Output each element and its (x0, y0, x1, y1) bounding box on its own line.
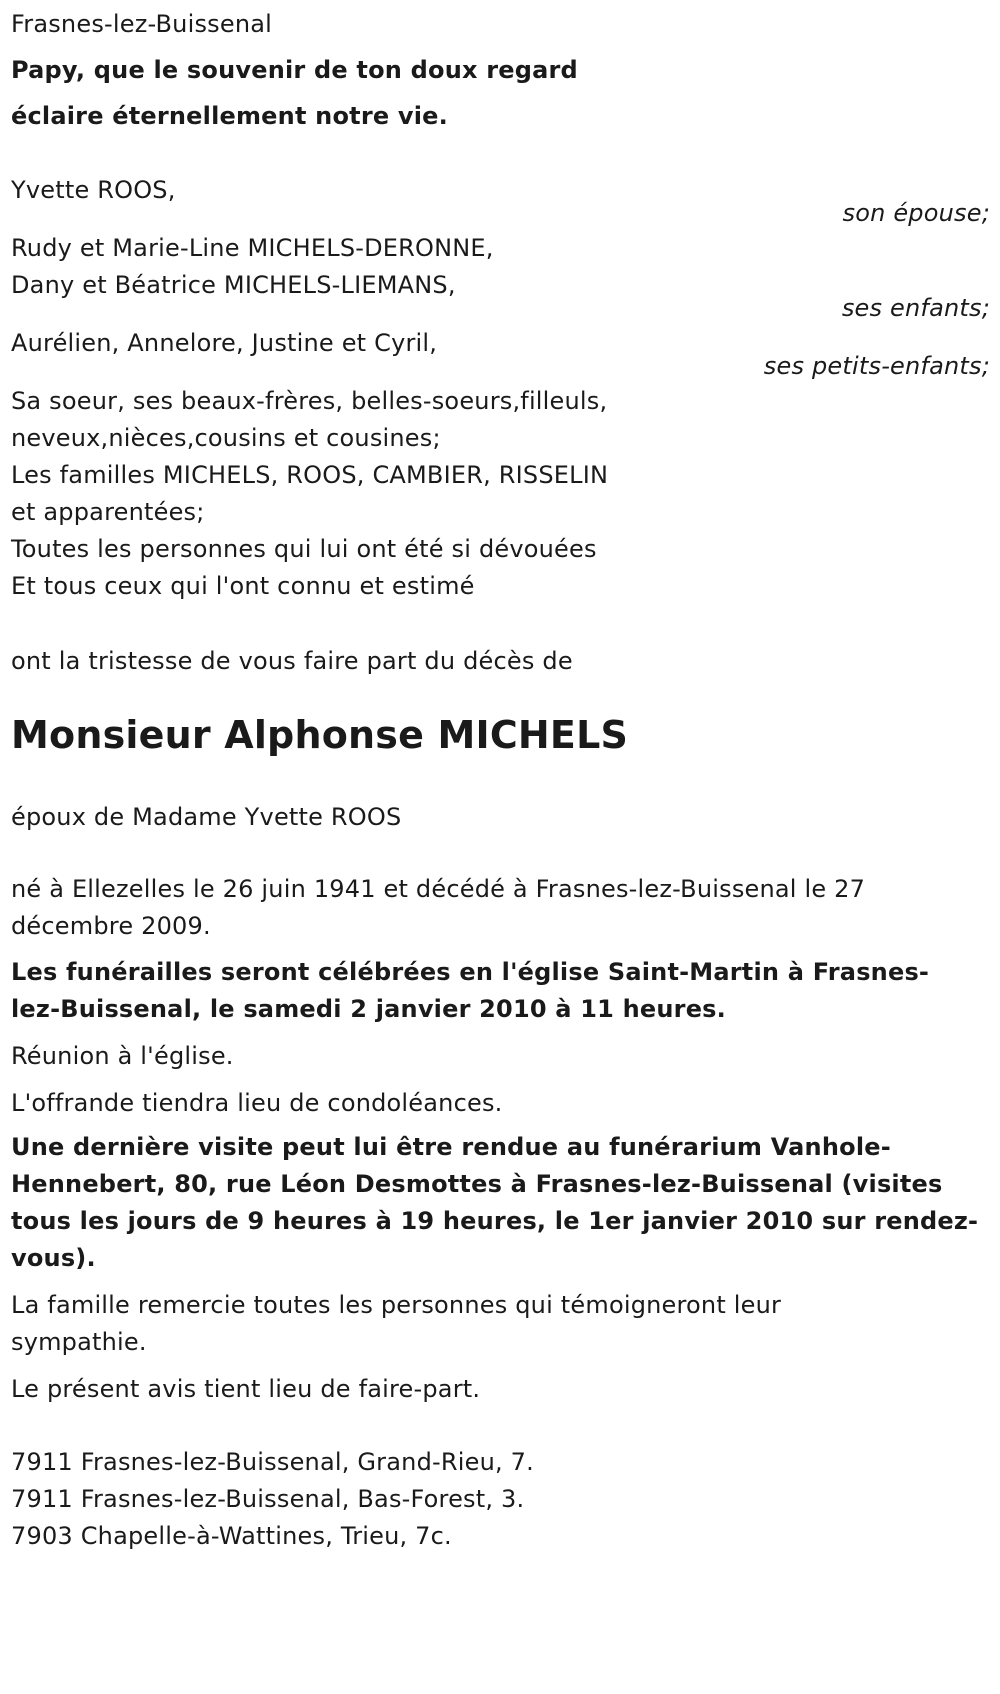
deceased-spouse-line: époux de Madame Yvette ROOS (11, 803, 402, 831)
address-line-1: 7911 Frasnes-lez-Buissenal, Grand-Rieu, 7. (11, 1448, 534, 1476)
visit-line-4: vous). (11, 1244, 96, 1272)
family-line-3: Les familles MICHELS, ROOS, CAMBIER, RISSELIN (11, 461, 609, 489)
visit-line-3: tous les jours de 9 heures à 19 heures, le 1er janvier 2010 sur rendez- (11, 1207, 979, 1235)
family-line-2: neveux,nièces,cousins et cousines; (11, 424, 441, 452)
family-line-5: Toutes les personnes qui lui ont été si dévouées (11, 535, 597, 563)
child-line-1: Rudy et Marie-Line MICHELS-DERONNE, (11, 234, 494, 262)
grandchildren-role: ses petits-enfants; (763, 352, 990, 380)
visit-line-1: Une dernière visite peut lui être rendue au funérarium Vanhole- (11, 1133, 891, 1161)
children-role: ses enfants; (841, 294, 990, 322)
location-header: Frasnes-lez-Buissenal (11, 10, 273, 38)
notice-line: Le présent avis tient lieu de faire-part. (11, 1375, 481, 1403)
announcement: ont la tristesse de vous faire part du décès de (11, 647, 573, 675)
visit-line-2: Hennebert, 80, rue Léon Desmottes à Frasnes-lez-Buissenal (visites (11, 1170, 943, 1198)
epigraph-line-2: éclaire éternellement notre vie. (11, 102, 448, 130)
spouse-name: Yvette ROOS, (11, 176, 176, 204)
thanks-line-2: sympathie. (11, 1328, 147, 1356)
grandchildren-names: Aurélien, Annelore, Justine et Cyril, (11, 329, 438, 357)
deceased-name: Monsieur Alphonse MICHELS (11, 713, 629, 757)
spouse-role: son épouse; (842, 199, 990, 227)
family-line-1: Sa soeur, ses beaux-frères, belles-soeurs,filleuls, (11, 387, 608, 415)
epigraph-line-1: Papy, que le souvenir de ton doux regard (11, 56, 578, 84)
funeral-line-1: Les funérailles seront célébrées en l'église Saint-Martin à Frasnes- (11, 958, 930, 986)
child-line-2: Dany et Béatrice MICHELS-LIEMANS, (11, 271, 456, 299)
thanks-line-1: La famille remercie toutes les personnes qui témoigneront leur (11, 1291, 782, 1319)
address-line-2: 7911 Frasnes-lez-Buissenal, Bas-Forest, 3. (11, 1485, 525, 1513)
birth-death-line-2: décembre 2009. (11, 912, 211, 940)
funeral-line-2: lez-Buissenal, le samedi 2 janvier 2010 à 11 heures. (11, 995, 726, 1023)
family-line-4: et apparentées; (11, 498, 205, 526)
offering-note: L'offrande tiendra lieu de condoléances. (11, 1089, 503, 1117)
address-line-3: 7903 Chapelle-à-Wattines, Trieu, 7c. (11, 1522, 452, 1550)
reunion-note: Réunion à l'église. (11, 1042, 234, 1070)
birth-death-line-1: né à Ellezelles le 26 juin 1941 et décédé à Frasnes-lez-Buissenal le 27 (11, 875, 866, 903)
family-line-6: Et tous ceux qui l'ont connu et estimé (11, 572, 475, 600)
